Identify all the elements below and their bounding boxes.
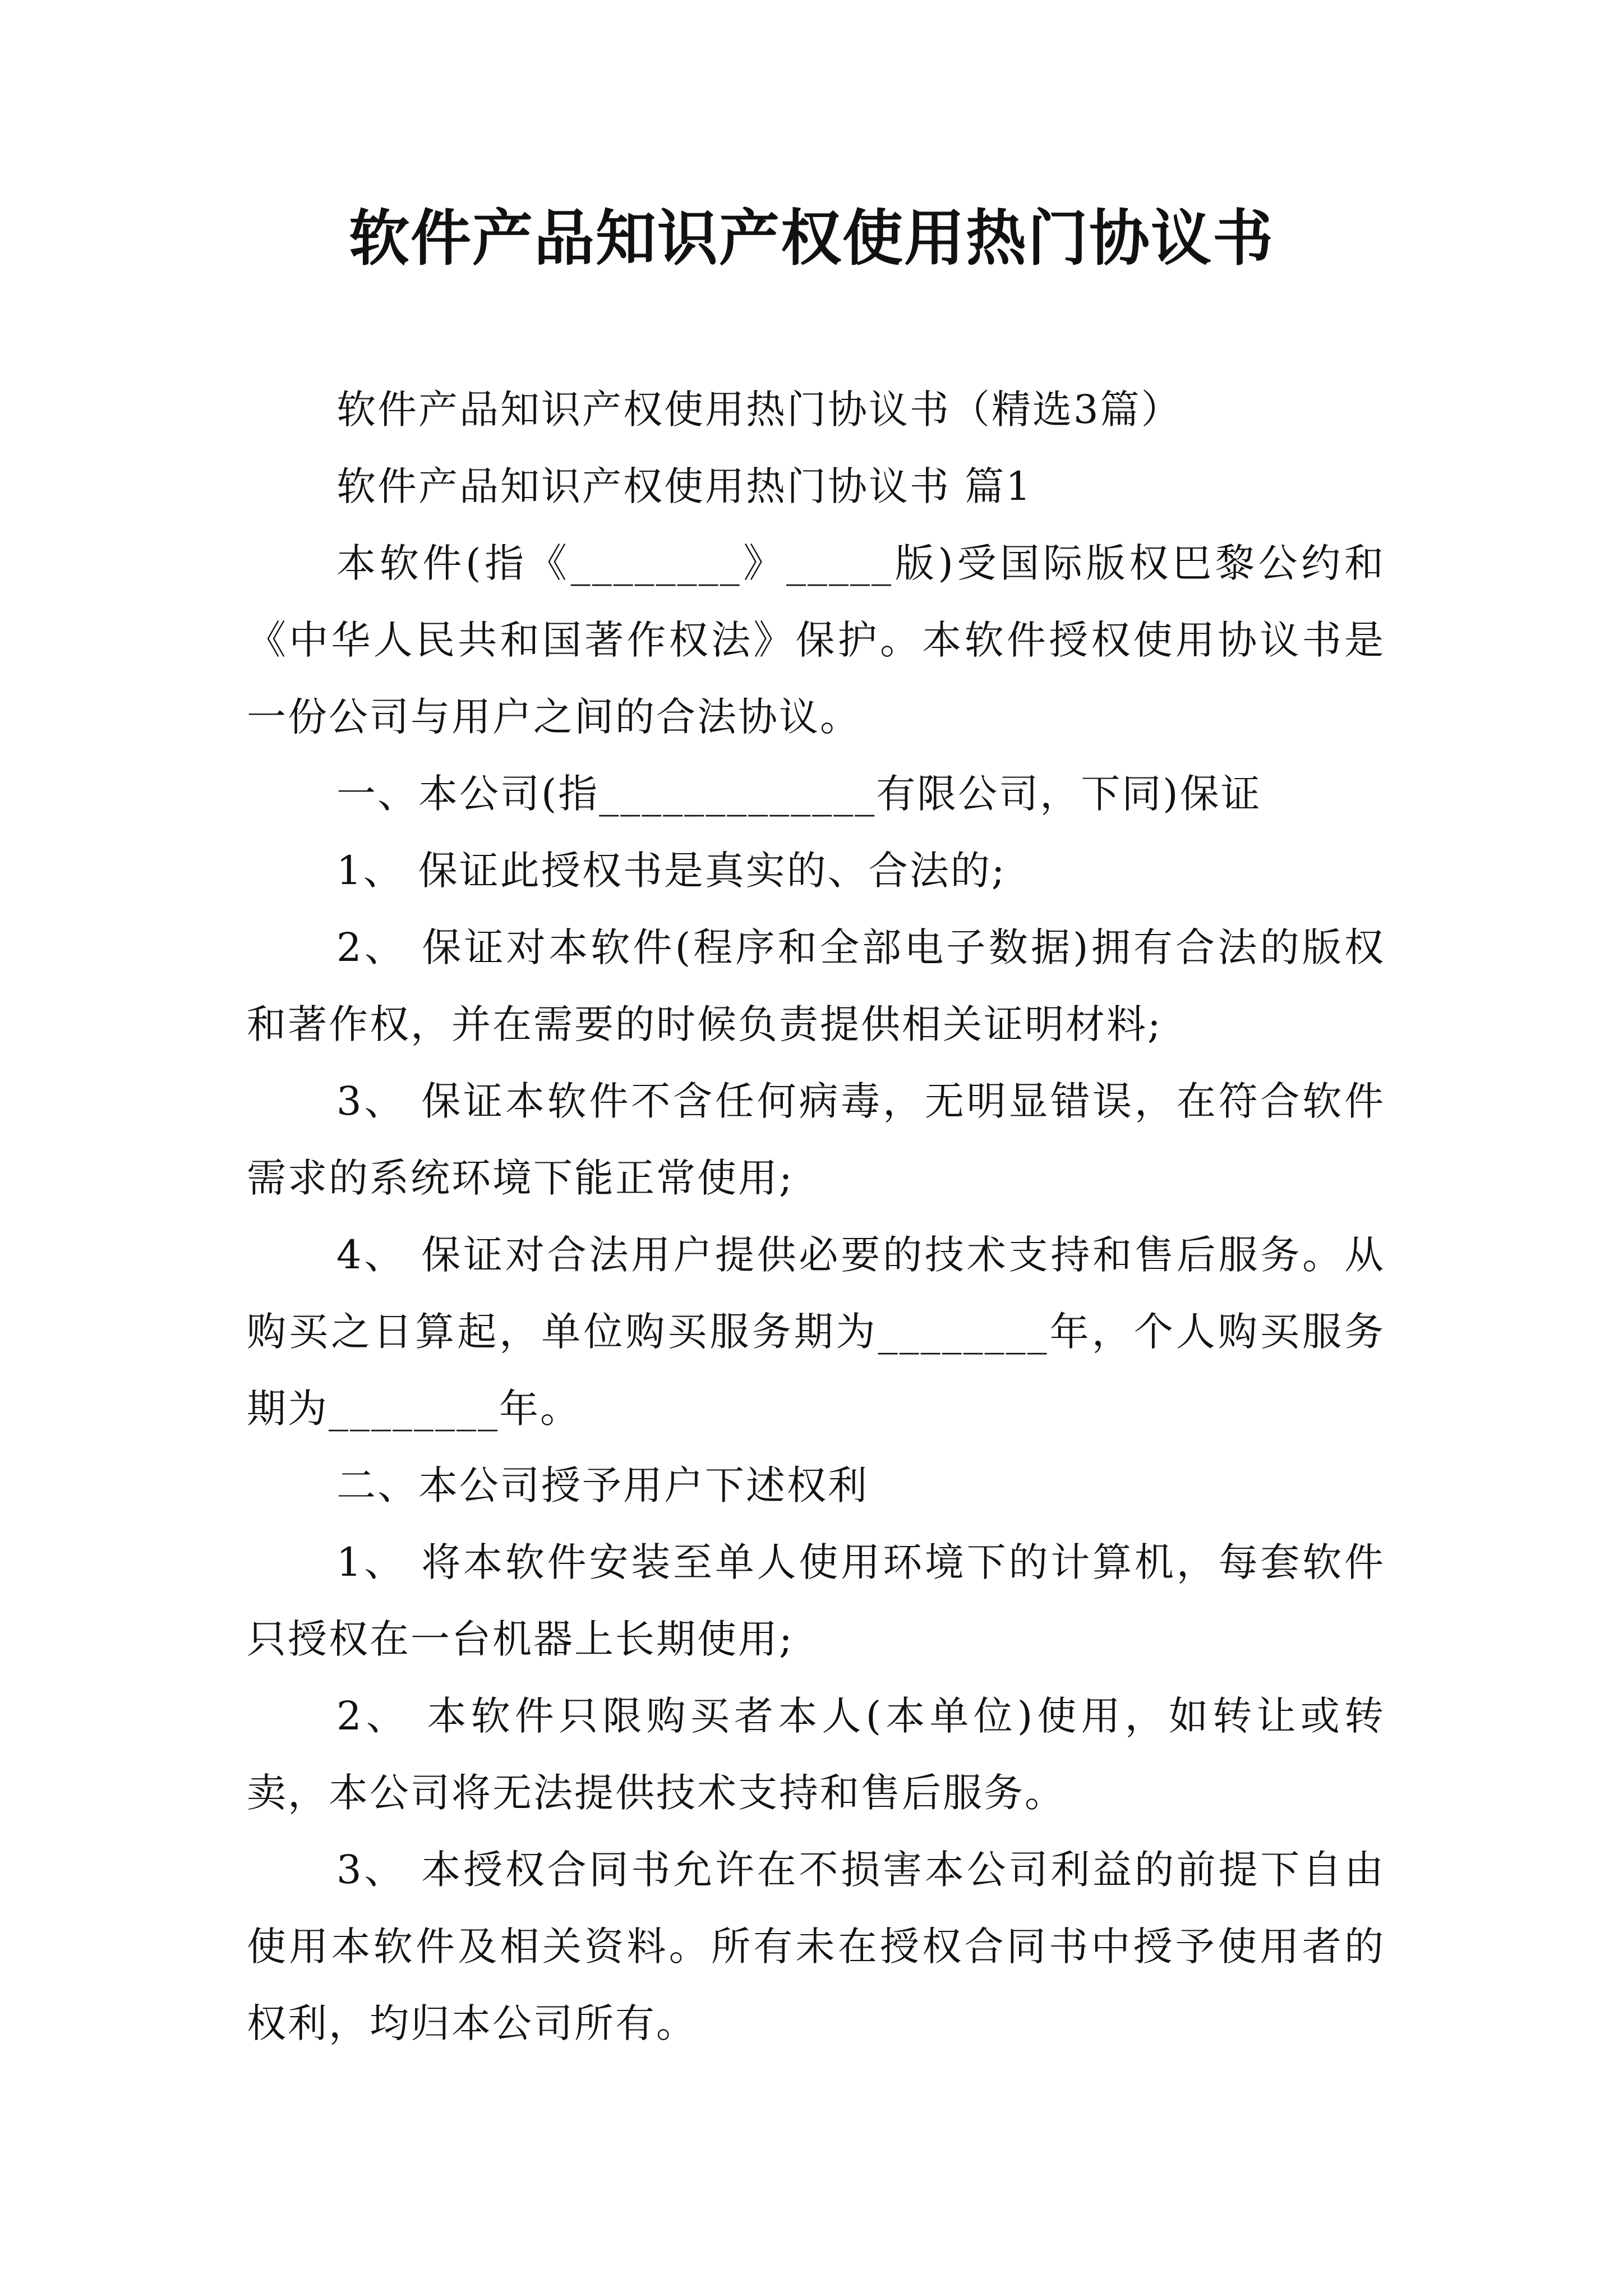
paragraph-rights-heading: 二、本公司授予用户下述权利 <box>336 1462 869 1508</box>
paragraph-intro: 本软件(指《________》_____版)受国际版权巴黎公约和《中华人民共和国著作权法》保护。本软件授权使用协议书是一份公司与用户之间的合法协议。 <box>247 540 1385 740</box>
paragraph-guarantee-4: 4、 保证对合法用户提供必要的技术支持和售后服务。从购买之日算起，单位购买服务期为________年，个人购买服务期为________年。 <box>247 1232 1385 1432</box>
paragraph-subtitle: 软件产品知识产权使用热门协议书（精选3篇） <box>336 386 1182 432</box>
paragraph-guarantee-1: 1、 保证此授权书是真实的、合法的; <box>336 848 1007 894</box>
paragraph-rights-3: 3、 本授权合同书允许在不损害本公司利益的前提下自由使用本软件及相关资料。所有未在授权合同书中授予使用者的权利，均归本公司所有。 <box>247 1847 1385 2046</box>
paragraph-guarantee-3: 3、 保证本软件不含任何病毒，无明显错误，在符合软件需求的系统环境下能正常使用; <box>247 1078 1385 1201</box>
paragraph-section-heading: 软件产品知识产权使用热门协议书 篇1 <box>336 463 1032 509</box>
document-title: 软件产品知识产权使用热门协议书 <box>348 203 1274 274</box>
paragraph-rights-2: 2、 本软件只限购买者本人(本单位)使用，如转让或转卖，本公司将无法提供技术支持和售后服务。 <box>247 1693 1385 1816</box>
paragraph-rights-1: 1、 将本软件安装至单人使用环境下的计算机，每套软件只授权在一台机器上长期使用; <box>247 1539 1385 1662</box>
paragraph-guarantee-2: 2、 保证对本软件(程序和全部电子数据)拥有合法的版权和著作权，并在需要的时候负责提供相关证明材料; <box>247 924 1385 1047</box>
paragraph-guarantee-heading: 一、本公司(指_____________有限公司，下同)保证 <box>336 771 1262 817</box>
document-body <box>247 371 1385 2062</box>
